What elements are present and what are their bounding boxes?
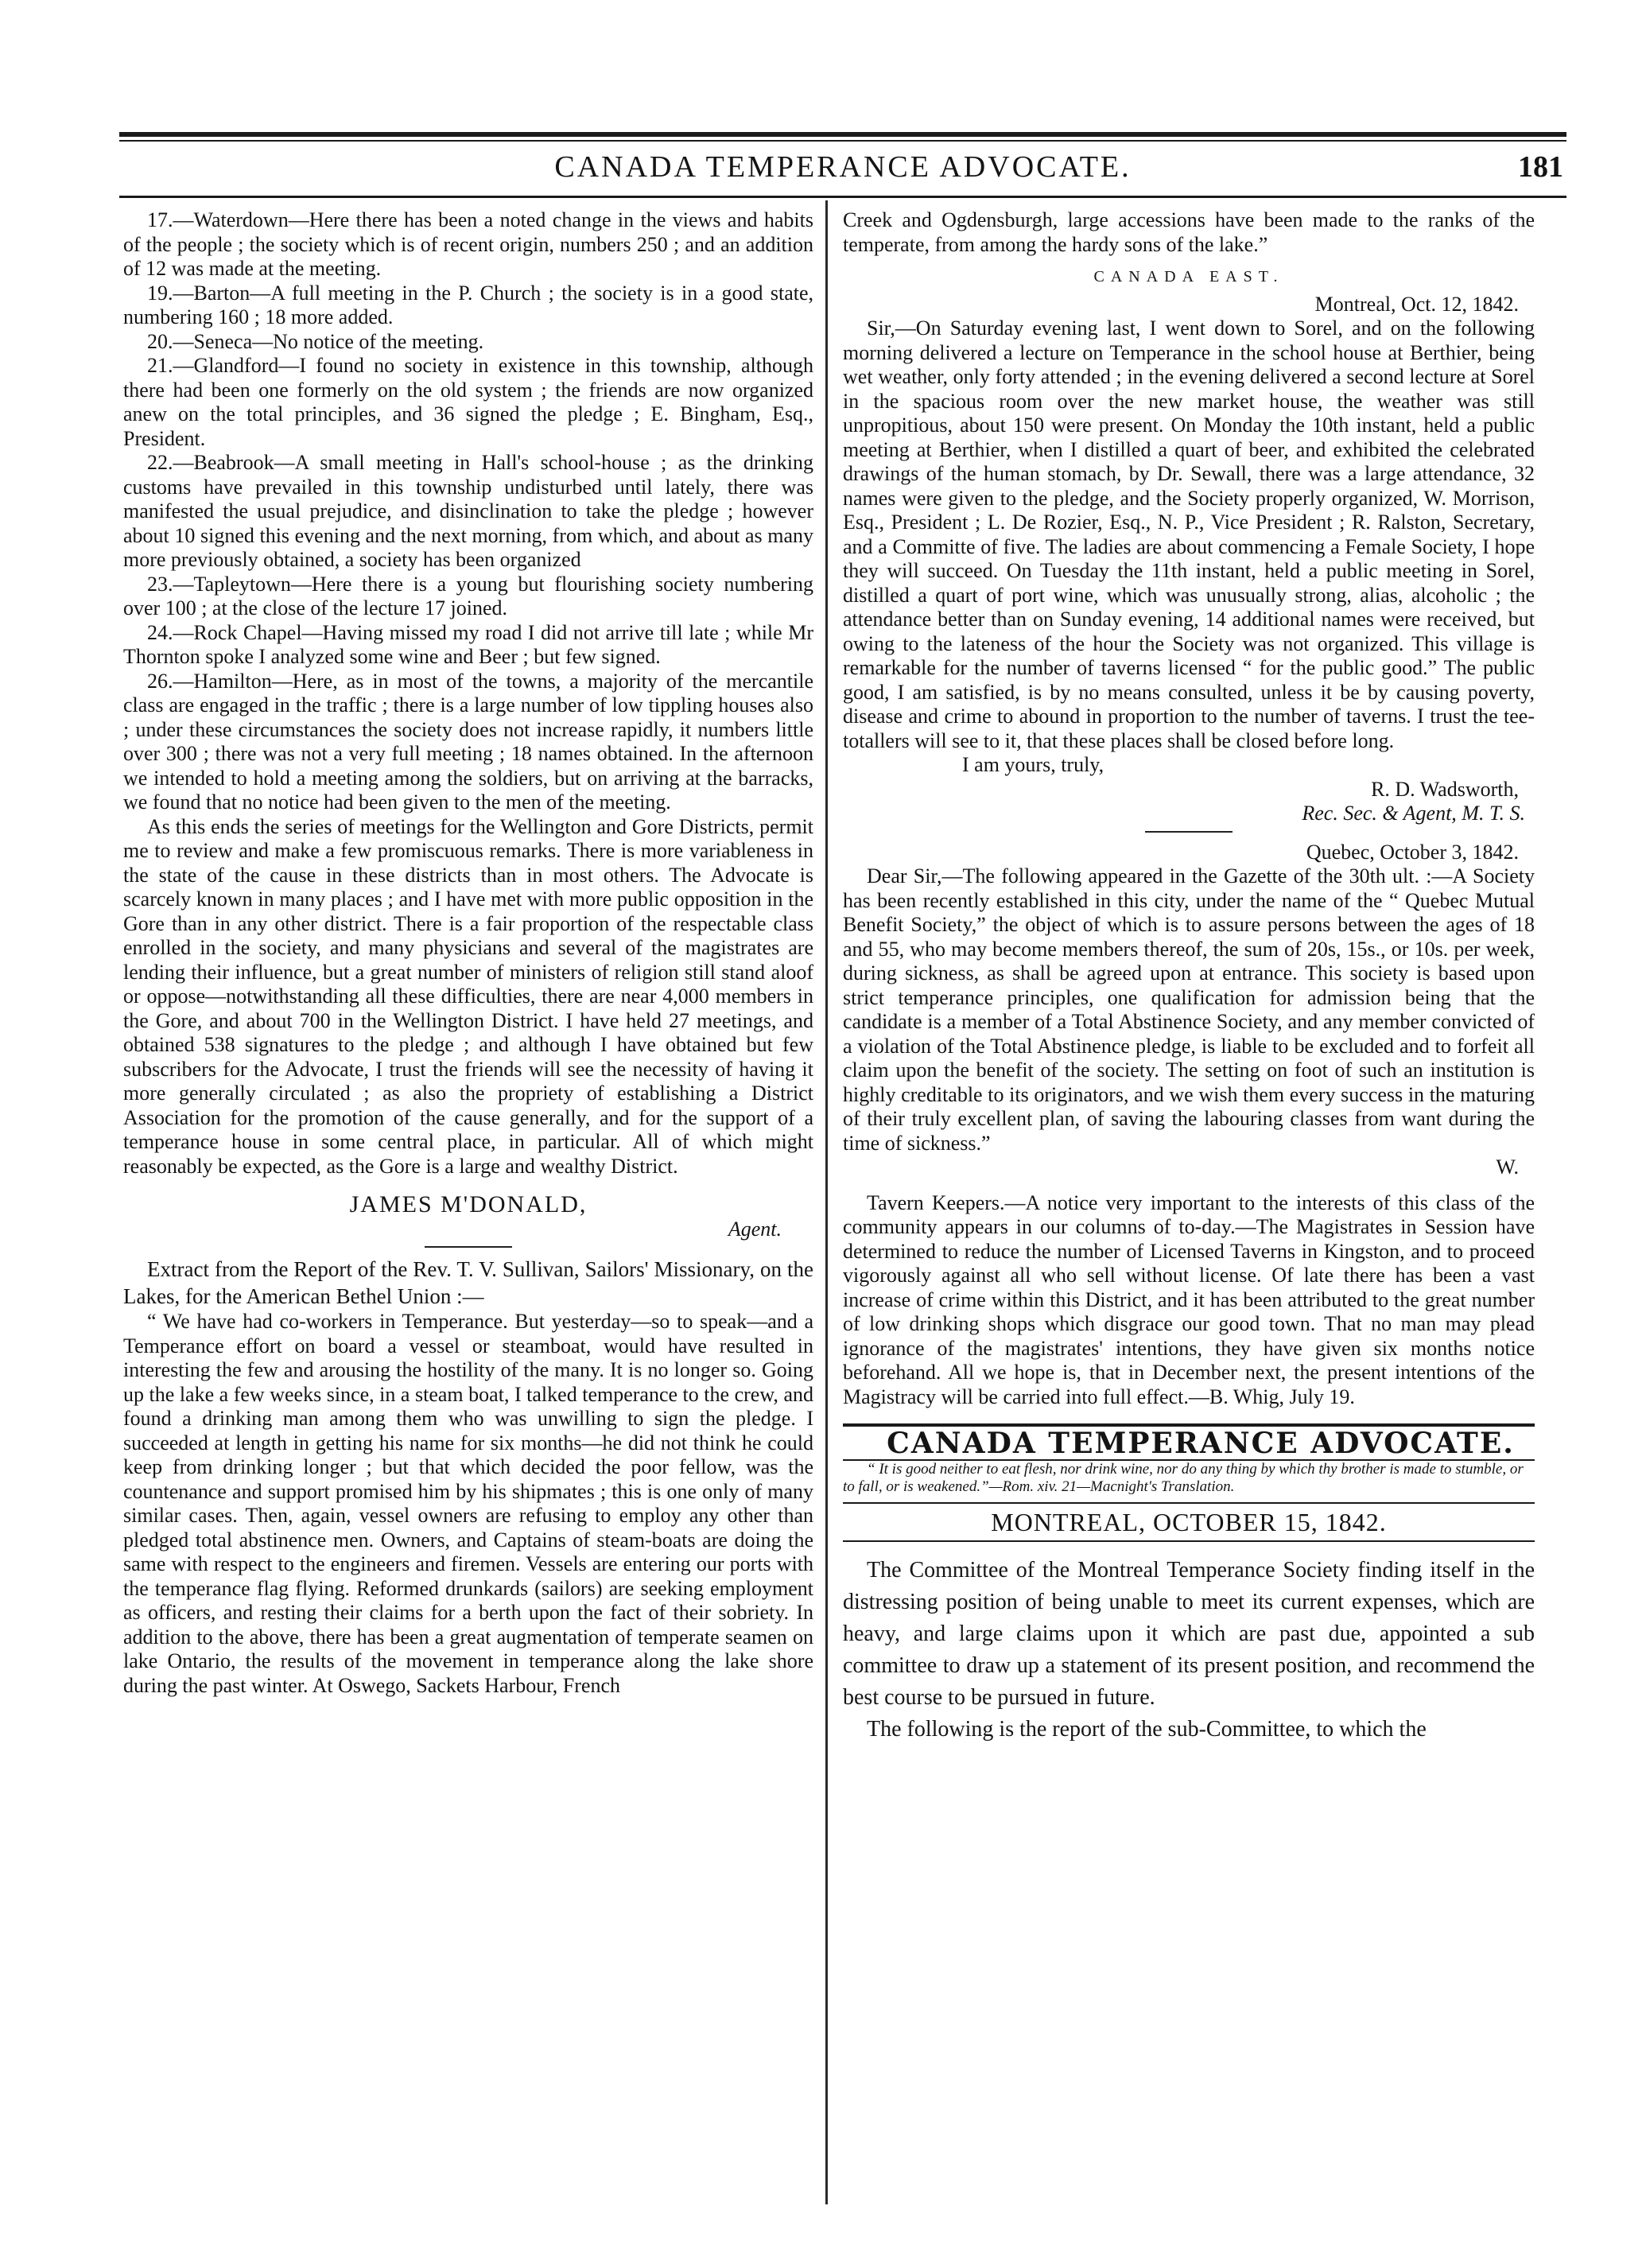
right-column — [843, 208, 1535, 1746]
report-barton: 19.—Barton—A full meeting in the P. Church ; the society is in a good state, numbering 160 ; 18 more added. — [123, 281, 813, 328]
report-rock-chapel: 24.—Rock Chapel—Having missed my road I did not arrive till late ; while Mr Thornton spoke I analyzed some wine and Beer ; but few signed. — [123, 620, 813, 668]
section-heading: CANADA EAST. — [1093, 268, 1284, 285]
extract-continuation: Creek and Ogdensburgh, large accessions have been made to the ranks of the temperate, from among the hardy sons of the lake.” — [843, 208, 1535, 256]
masthead-box — [843, 1423, 1535, 1461]
masthead-motto: “ It is good neither to eat flesh, nor drink wine, nor do any thing by which thy brother is made to stumble, or to fall, or is weakened.”—Rom. xiv. 21—Macnight's Translation. — [843, 1460, 1524, 1495]
letter-signature: R. D. Wadsworth, — [1371, 777, 1519, 801]
letter-signoff: W. — [1496, 1155, 1519, 1179]
editorial-paragraph: The Committee of the Montreal Temperance Society finding itself in the distressing position of being unable to meet its current expenses, which are heavy, and large claims upon it which are past due, appointed a sub committee to draw up a statement of its present position, and recommend the best course to be pursued in future. — [843, 1558, 1535, 1710]
letter-dateline-quebec: Quebec, October 3, 1842. — [1306, 840, 1519, 864]
column-divider — [825, 200, 828, 2204]
running-title: CANADA TEMPERANCE ADVOCATE. — [554, 150, 1132, 184]
page-number: 181 — [1518, 150, 1563, 184]
report-hamilton: 26.—Hamilton—Here, as in most of the towns, a majority of the mercantile class are engaged in the traffic ; there is a large number of low tippling houses also ; under these circumstances the society does not increase rapidly, it numbers little over 300 ; there was not a very full meeting ; 18 names obtained. In the afternoon we intended to hold a meeting among the soldiers, but on arriving at the barracks, we found that no notice had been given to the men of the meeting. — [123, 669, 813, 814]
header-rule-thick — [119, 132, 1566, 137]
report-tapleytown: 23.—Tapleytown—Here there is a young but flourishing society numbering over 100 ; at the close of the lecture 17 joined. — [123, 572, 813, 619]
signature-name: JAMES M'DONALD, — [349, 1191, 588, 1217]
letter-body-montreal: Sir,—On Saturday evening last, I went down to Sorel, and on the following morning delivered a lecture on Temperance in the school house at Berthier, being wet weather, only forty attended ; in the evening delivered a second lecture at Sorel in the spacious room over the new market house, the weather was still unpropitious, about 150 were present. On Monday the 10th instant, held a public meeting at Berthier, when I distilled a quart of beer, and exhibited the celebrated drawings of the human stomach, by Dr. Sewall, there was a large attendance, 32 names were given to the pledge, and the Society properly organized, W. Morrison, Esq., President ; L. De Rozier, Esq., N. P., Vice President ; R. Ralston, Secretary, and a Committe of five. The ladies are about commencing a Female Society, I hope they will succeed. On Tuesday the 11th instant, held a public meeting in Sorel, distilled a quart of port wine, which was unusually strong, alias, alcoholic ; the attendance better than on Sunday evening, 14 additional names were received, but owing to the lateness of the hour the Society was not organized. This village is remarkable for the number of taverns licensed “ for the public good.” The public good, I am satisfied, is by no means consulted, unless it be by causing poverty, disease and crime to abound in proportion to the number of taverns. I trust the tee-totallers will see to it, that these places shall be closed before long. — [843, 317, 1535, 752]
report-beabrook: 22.—Beabrook—A small meeting in Hall's school-house ; as the drinking customs have prevailed in this township undisturbed until lately, there was manifested the usual prejudice, and disinclination to take the pledge ; however about 10 signed this evening and the next morning, from which, and about as many more previously obtained, a society has been organized — [123, 451, 813, 571]
report-glandford: 21.—Glandford—I found no society in existence in this township, although there had been one formerly on the old system ; the friends are now organized anew on the total principles, and 36 signed the pledge ; E. Bingham, Esq., President. — [123, 354, 813, 450]
letter-body-quebec: Dear Sir,—The following appeared in the Gazette of the 30th ult. :—A Society has been recently established in this city, under the name of the “ Quebec Mutual Benefit Society,” the object of which is to assure persons between the ages of 18 and 55, who may become members thereof, the sum of 20s, 15s., or 10s. per week, during sickness, as shall be agreed upon at entrance. This society is based upon strict temperance principles, one qualification for admission being that the candidate is a member of a Total Abstinence Society, and any member convicted of a violation of the Total Abstinence pledge, is liable to be excluded and to forfeit all claim upon the benefit of the society. The setting on foot of such an institution is highly creditable to its originators, and we wish them every success in the maturing of their truly excellent plan, of saving the labouring classes from want during the time of sickness.” — [843, 864, 1535, 1155]
letter-rule — [1145, 831, 1233, 833]
extract-body: “ We have had co-workers in Temperance. But yesterday—so to speak—and a Temperance effort on board a vessel or steamboat, would have resulted in interesting the few and arousing the hostility of the many. It is no longer so. Going up the lake a few weeks since, in a steam boat, I talked temperance to the crew, and found a drinking man among them who was unwilling to sign the pledge. I succeeded at length in getting his name for six months—he did not think he could keep from drinking longer ; but that which decided the poor fellow, was the countenance and support promised him by his shipmates ; this is one only of many similar cases. Then, again, vessel owners are refusing to employ any other than pledged total abstinence men. Owners, and Captains of steam-boats are doing the same with respect to the engineers and firemen. Vessels are entering our ports with the temperance flag flying. Reformed drunkards (sailors) are seeking employment as officers, and resting their claims for a berth upon the fact of their sobriety. In addition to the above, there has been a great augmentation of temperate seamen on lake Ontario, the results of the movement in temperance along the lake shore during the past winter. At Oswego, Sackets Harbour, French — [123, 1310, 813, 1697]
report-waterdown: 17.—Waterdown—Here there has been a noted change in the views and habits of the people ; the society which is of recent origin, numbers 250 ; and an addition of 12 was made at the meeting. — [123, 208, 813, 280]
issue-date-banner: MONTREAL, OCTOBER 15, 1842. — [843, 1502, 1535, 1543]
left-column — [123, 208, 813, 1698]
running-head — [119, 150, 1566, 189]
report-summary: As this ends the series of meetings for the Wellington and Gore Districts, permit me to review and make a few promiscuous remarks. There is more variableness in the state of the cause in these districts than in most others. The Advocate is scarcely known in many places ; and I have met with more public opposition in the Gore than in any other district. There is a fair proportion of the respectable class enrolled in the society, and many physicians and several of the magistrates are lending their influence, but a great number of ministers of religion still stand aloof or oppose—notwithstanding all these difficulties, there are near 4,000 members in the Gore, and about 700 in the Wellington District. I have held 27 meetings, and obtained 538 signatures to the pledge ; and although I have obtained but few subscribers for the Advocate, I trust the friends will see the necessity of having it more generally circulated ; as also the propriety of establishing a District Association for the promotion of the cause generally, and for the support of a temperance house in some central place, in particular. All of which might reasonably be expected, as the Gore is a large and wealthy District. — [123, 814, 813, 1178]
letter-dateline-montreal: Montreal, Oct. 12, 1842. — [1314, 292, 1519, 316]
extract-heading: Extract from the Report of the Rev. T. V. Sullivan, Sailors' Missionary, on the Lakes, for the American Bethel Union :— — [123, 1257, 813, 1308]
editorial-paragraph-2: The following is the report of the sub-Committee, to which the — [867, 1717, 1427, 1742]
letter-closing: I am yours, truly, — [962, 753, 1104, 776]
report-seneca: 20.—Seneca—No notice of the meeting. — [147, 329, 484, 353]
tavern-keepers-notice: Tavern Keepers.—A notice very important to the interests of this class of the community appears in our columns of to-day.—The Magistrates in Session have determined to reduce the number of Licensed Taverns in Kingston, and to proceed vigorously against all who sell without license. Of late there has been a vast increase of crime within this District, and it has been attributed to the great number of low drinking shops which disgrace our good town. That no man may plead ignorance of the magistrates' intentions, they have given six months notice beforehand. All we hope is, that in December next, the present intentions of the Magistracy will be carried into full effect.—B. Whig, July 19. — [843, 1190, 1535, 1408]
signature-rule — [425, 1246, 512, 1248]
letter-signature-title: Rec. Sec. & Agent, M. T. S. — [1302, 802, 1525, 825]
header-rule-bottom — [119, 196, 1566, 198]
signature-title: Agent. — [728, 1217, 782, 1241]
masthead: CANADA TEMPERANCE ADVOCATE. — [887, 1427, 1515, 1460]
header-rule-thin — [119, 140, 1566, 142]
